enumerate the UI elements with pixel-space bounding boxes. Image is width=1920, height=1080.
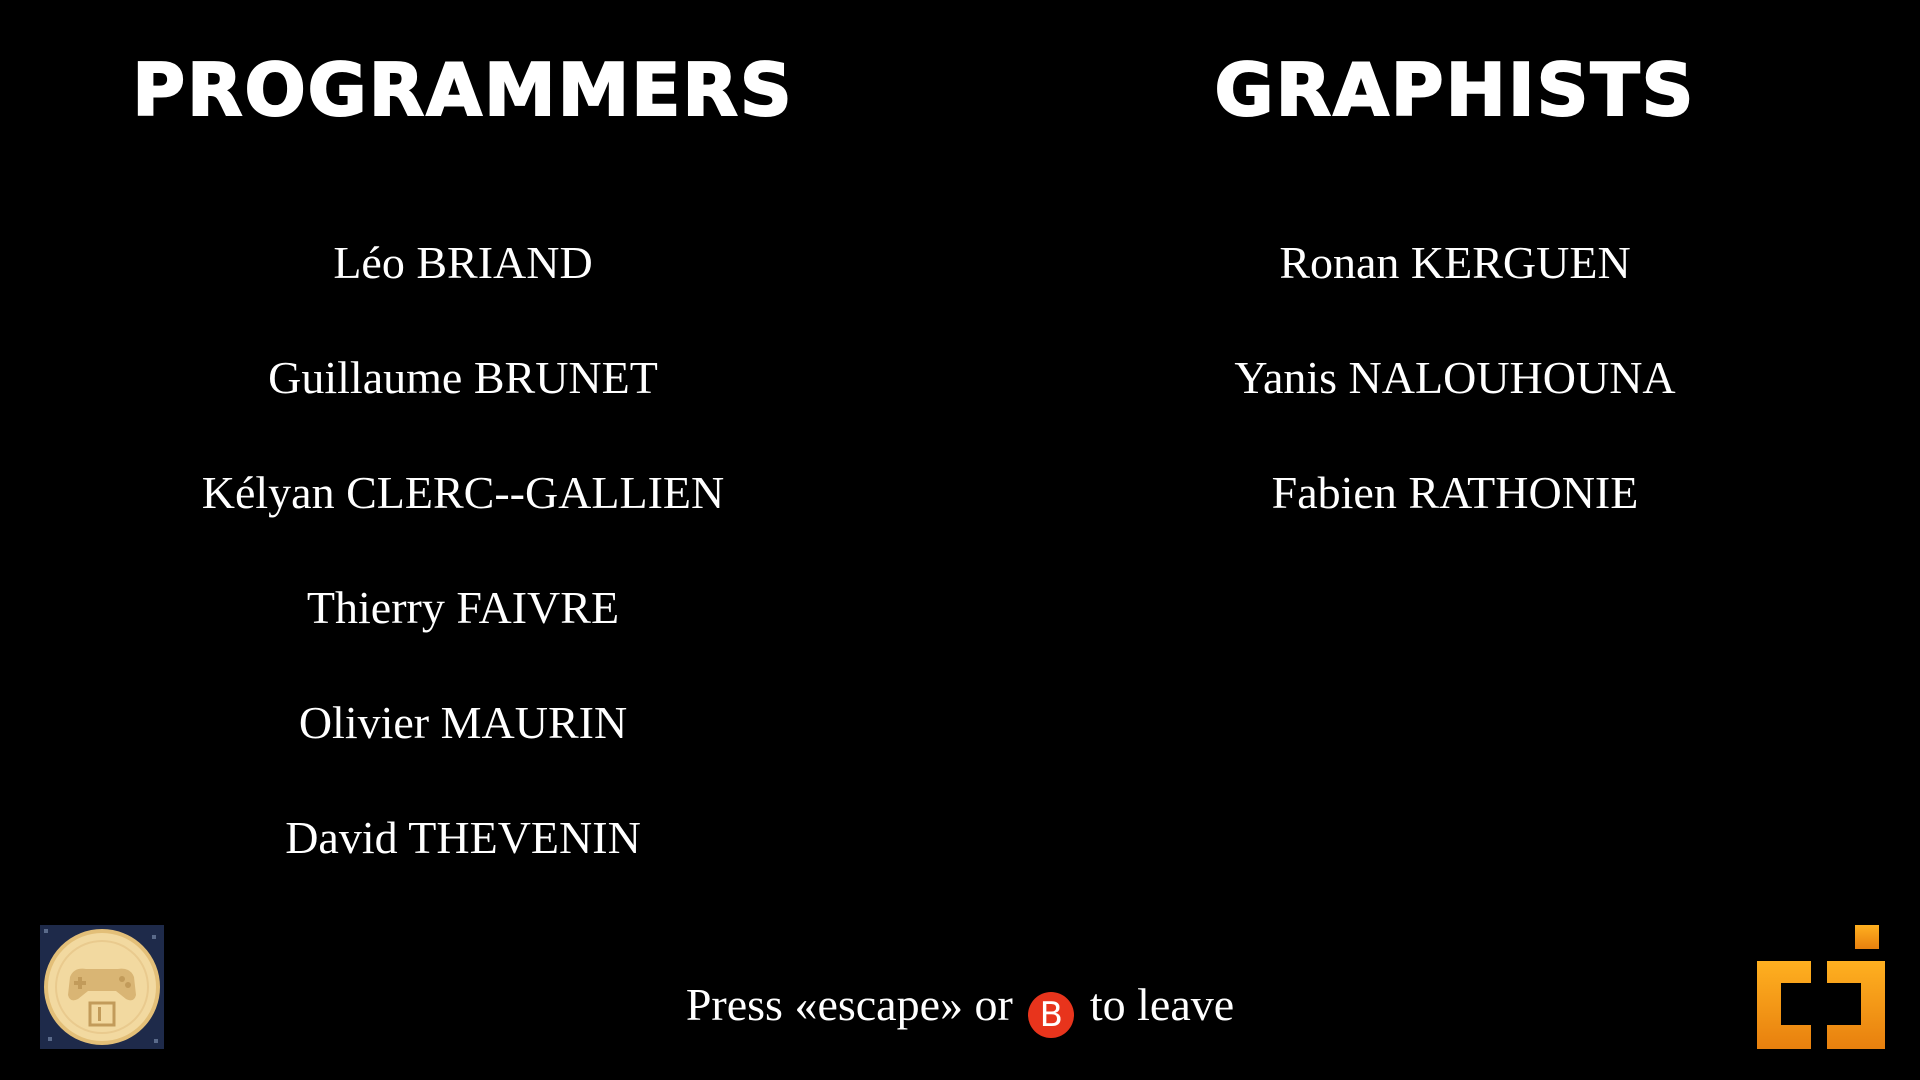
graphists-column (1075, 40, 1835, 550)
programmer-name: Olivier MAURIN (298, 697, 628, 748)
leave-hint-suffix: to leave (1089, 979, 1235, 1030)
leave-hint (0, 970, 1920, 1040)
leave-hint-prefix: Press «escape» or (685, 979, 1013, 1030)
programmer-name: Thierry FAIVRE (306, 582, 620, 633)
b-button-icon: B (1028, 992, 1074, 1038)
orange-bracket-logo-icon (1757, 925, 1885, 1049)
programmers-heading: PROGRAMMERS (132, 48, 794, 132)
graphist-name: Fabien RATHONIE (1271, 467, 1639, 518)
graphists-list (1075, 205, 1835, 550)
programmer-name: Guillaume BRUNET (268, 352, 658, 403)
programmers-list (83, 205, 843, 895)
programmer-name: Kélyan CLERC--GALLIEN (201, 467, 725, 518)
graphists-heading: GRAPHISTS (1214, 48, 1696, 132)
programmers-column (83, 40, 843, 895)
programmer-name: Léo BRIAND (333, 237, 593, 288)
graphist-name: Yanis NALOUHOUNA (1234, 352, 1676, 403)
pixel-gamepad-coin-icon (40, 925, 164, 1049)
graphist-name: Ronan KERGUEN (1279, 237, 1631, 288)
programmer-name: David THEVENIN (285, 812, 641, 863)
